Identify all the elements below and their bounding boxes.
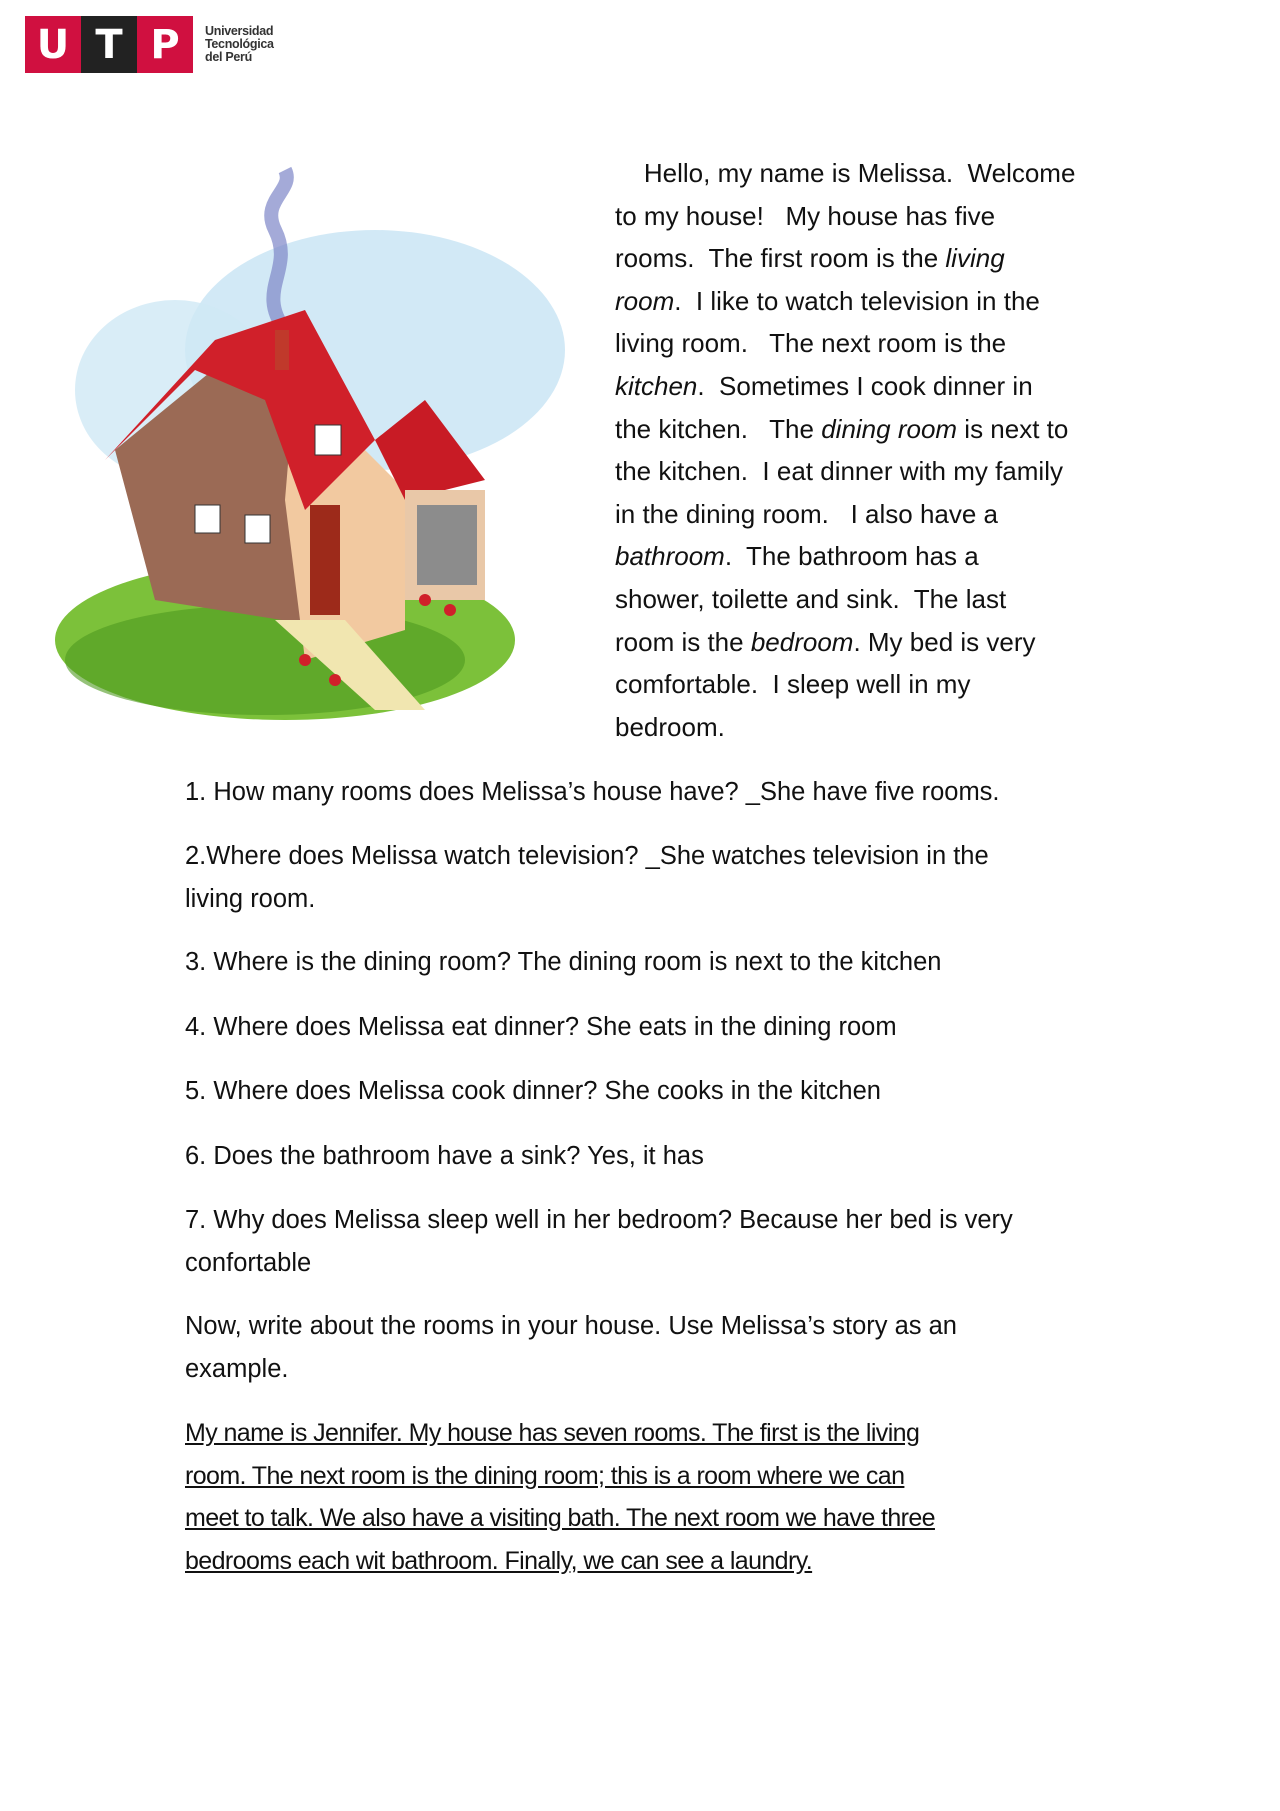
room-name-italic: dining room — [821, 413, 958, 444]
logo-line: Tecnológica — [205, 37, 274, 51]
story-text: . The bathroom has a — [724, 541, 979, 572]
house-illustration — [45, 160, 575, 730]
room-name-italic: bedroom — [750, 626, 854, 657]
utp-logo — [25, 16, 274, 73]
story-line — [615, 663, 1075, 706]
story-line — [615, 237, 1075, 280]
story-paragraph — [615, 152, 1075, 748]
story-text: . My bed is very — [853, 626, 1036, 657]
answer-line: meet to talk. We also have a visiting bath. The next room we have three — [185, 1504, 935, 1533]
question-3 — [185, 941, 941, 984]
logo-line: Universidad — [205, 24, 274, 38]
writing-prompt — [185, 1305, 957, 1390]
question-6 — [185, 1135, 704, 1178]
story-line — [615, 152, 1075, 195]
question-5 — [185, 1070, 881, 1113]
question-line: confortable — [185, 1248, 312, 1277]
story-text: room is the — [615, 626, 751, 657]
logo-letter: P — [137, 16, 193, 73]
story-line — [615, 621, 1075, 664]
answer-line: My name is Jennifer. My house has seven rooms. The first is the living — [185, 1419, 920, 1447]
question-line: 7. Why does Melissa sleep well in her bedroom? Because her bed is very — [185, 1206, 1013, 1234]
prompt-line: example. — [185, 1354, 289, 1383]
answer-line: bedrooms each wit bathroom. Finally, we can see a laundry. — [185, 1546, 813, 1575]
student-answer — [185, 1412, 935, 1582]
story-line — [615, 322, 1075, 365]
question-line: 4. Where does Melissa eat dinner? She eats in the dining room — [185, 1013, 897, 1041]
prompt-line: Now, write about the rooms in your house. Use Melissa’s story as an — [185, 1312, 957, 1340]
question-line: 6. Does the bathroom have a sink? Yes, it has — [185, 1142, 704, 1170]
question-line: living room. — [185, 884, 316, 913]
question-line: 3. Where is the dining room? The dining room is next to the kitchen — [185, 948, 942, 976]
story-line — [615, 450, 1075, 493]
story-line — [615, 195, 1075, 238]
room-name-italic: bathroom — [615, 541, 725, 572]
question-4 — [185, 1006, 897, 1049]
story-text: the kitchen. I eat dinner with my family — [615, 456, 1063, 487]
question-line: 5. Where does Melissa cook dinner? She cooks in the kitchen — [185, 1077, 881, 1105]
story-text: . Sometimes I cook dinner in — [697, 370, 1033, 401]
question-7 — [185, 1199, 1013, 1284]
story-text: comfortable. I sleep well in my — [615, 669, 971, 700]
story-text: living room. The next room is the — [615, 328, 1007, 359]
story-line — [615, 706, 1075, 749]
story-text: . I like to watch television in the — [674, 285, 1040, 316]
story-line — [615, 365, 1075, 408]
story-text: shower, toilette and sink. The last — [615, 583, 1007, 614]
question-line: 2.Where does Melissa watch television? _She watches television in the — [185, 842, 989, 870]
story-text: the kitchen. The — [615, 413, 822, 444]
logo-mark — [25, 16, 193, 73]
story-line — [615, 408, 1075, 451]
story-line — [615, 535, 1075, 578]
answer-line: room. The next room is the dining room; this is a room where we can — [185, 1461, 905, 1490]
story-line — [615, 578, 1075, 621]
story-text: in the dining room. I also have a — [615, 498, 999, 529]
story-text: to my house! My house has five — [615, 200, 996, 231]
room-name-italic: living — [945, 243, 1005, 274]
story-text: is next to — [957, 413, 1069, 444]
question-1 — [185, 771, 1000, 814]
story-text: Hello, my name is Melissa. Welcome — [615, 158, 1076, 188]
question-2 — [185, 835, 989, 920]
question-line: 1. How many rooms does Melissa’s house have? _She have five rooms. — [185, 778, 1000, 806]
story-text: rooms. The first room is the — [615, 243, 946, 274]
story-line — [615, 280, 1075, 323]
logo-text — [205, 25, 274, 64]
room-name-italic: kitchen — [615, 370, 698, 401]
story-line — [615, 493, 1075, 536]
logo-letter: T — [81, 16, 137, 73]
story-text: bedroom. — [615, 711, 725, 742]
logo-letter: U — [25, 16, 81, 73]
logo-line: del Perú — [205, 50, 252, 64]
room-name-italic: room — [615, 285, 675, 316]
